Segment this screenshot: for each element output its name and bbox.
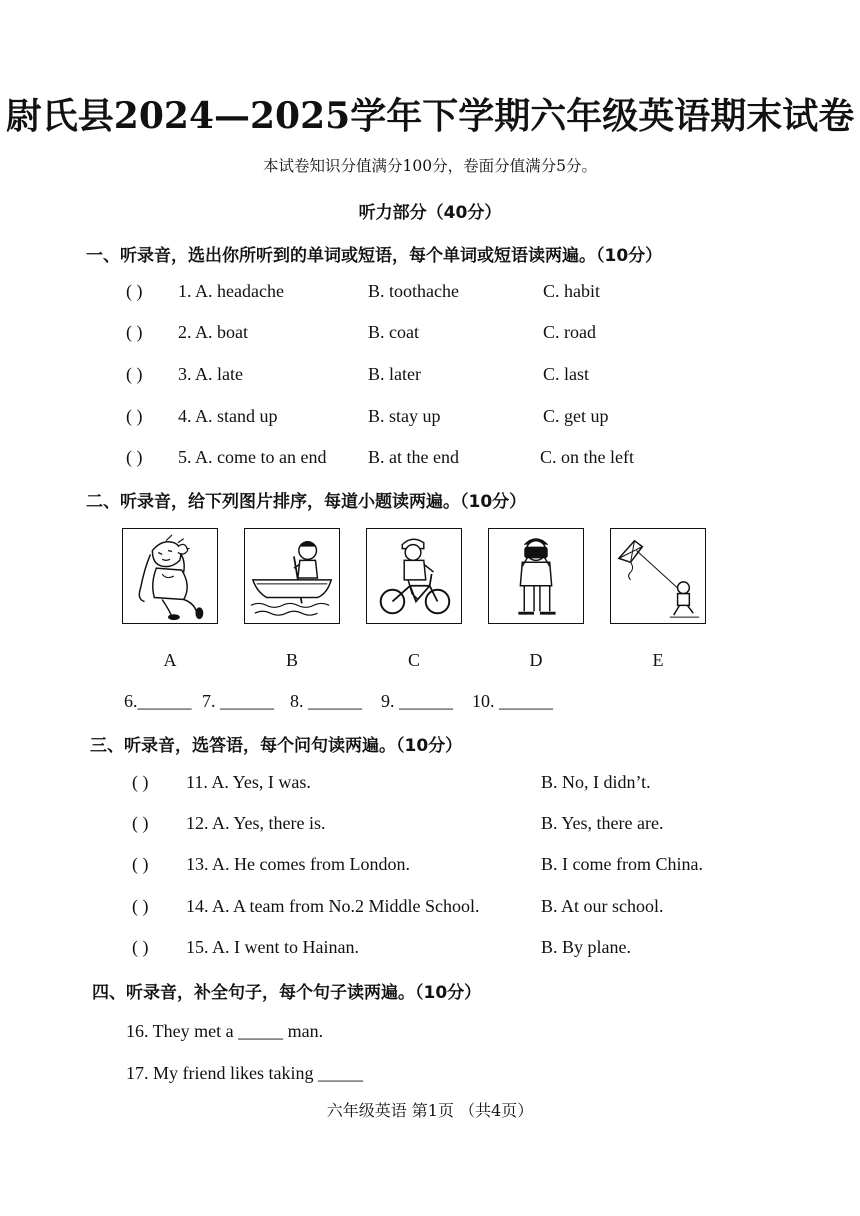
answer-blank-10[interactable]: 10. ______ (472, 691, 553, 711)
picture-label-e: E (652, 650, 664, 670)
section4-heading: 四、听录音，补全句子，每个句子读两遍。（10分） (92, 983, 482, 1003)
option-a: 3. A. late (178, 364, 243, 384)
option-b: B. Yes, there are. (541, 813, 664, 833)
answer-blank[interactable]: ( ) (132, 772, 149, 792)
answer-blank[interactable]: ( ) (126, 447, 143, 467)
option-a: 13. A. He comes from London. (186, 854, 410, 874)
answer-blank[interactable]: ( ) (132, 896, 149, 916)
option-c: C. last (543, 364, 590, 384)
option-b: B. stay up (368, 406, 441, 426)
sentence-16: 16. They met a _____ man. (126, 1021, 324, 1041)
answer-blank[interactable]: ( ) (126, 406, 143, 426)
option-c: C. on the left (540, 447, 634, 467)
option-b: B. At our school. (541, 896, 664, 916)
option-b: B. at the end (368, 447, 459, 467)
option-b: B. toothache (368, 281, 459, 301)
score-note: 本试卷知识分值满分100分，卷面分值满分5分。 (263, 157, 597, 175)
option-b: B. later (368, 364, 421, 384)
section2-heading: 二、听录音，给下列图片排序，每道小题读两遍。（10分） (86, 492, 527, 512)
answer-blank[interactable]: ( ) (126, 281, 143, 301)
boy-taking-photo-icon (488, 528, 584, 624)
answer-blank[interactable]: ( ) (126, 322, 143, 342)
option-b: B. I come from China. (541, 854, 703, 874)
option-a: 2. A. boat (178, 322, 248, 342)
sentence-17: 17. My friend likes taking _____ (126, 1063, 363, 1083)
picture-label-a: A (163, 650, 177, 670)
option-a: 1. A. headache (178, 281, 284, 301)
boy-cycling-icon (366, 528, 462, 624)
option-a: 11. A. Yes, I was. (186, 772, 311, 792)
option-a: 15. A. I went to Hainan. (186, 937, 359, 957)
option-a: 14. A. A team from No.2 Middle School. (186, 896, 480, 916)
picture-label-d: D (529, 650, 543, 670)
answer-blank-6[interactable]: 6.______ (124, 691, 192, 711)
answer-blank-9[interactable]: 9. ______ (381, 691, 453, 711)
picture-label-b: B (285, 650, 298, 670)
option-b: B. coat (368, 322, 419, 342)
answer-blank[interactable]: ( ) (132, 937, 149, 957)
picture-label-c: C (407, 650, 420, 670)
page-title: 尉氏县2024—2025学年下学期六年级英语期末试卷 (5, 95, 855, 137)
boy-flying-kite-icon (610, 528, 706, 624)
answer-blank[interactable]: ( ) (126, 364, 143, 384)
option-c: C. habit (543, 281, 600, 301)
answer-blank[interactable]: ( ) (132, 854, 149, 874)
option-b: B. By plane. (541, 937, 631, 957)
option-a: 12. A. Yes, there is. (186, 813, 326, 833)
girl-headache-icon (122, 528, 218, 624)
answer-blank[interactable]: ( ) (132, 813, 149, 833)
boy-rowing-boat-icon (244, 528, 340, 624)
page-footer: 六年级英语 第1页 （共4页） (326, 1101, 534, 1120)
option-b: B. No, I didn’t. (541, 772, 651, 792)
option-a: 5. A. come to an end (178, 447, 327, 467)
option-a: 4. A. stand up (178, 406, 278, 426)
answer-blank-7[interactable]: 7. ______ (202, 691, 274, 711)
section3-heading: 三、听录音，选答语，每个问句读两遍。（10分） (90, 736, 463, 756)
option-c: C. road (543, 322, 596, 342)
section1-heading: 一、听录音，选出你所听到的单词或短语，每个单词或短语读两遍。（10分） (86, 246, 663, 266)
listening-part-title: 听力部分（40分） (358, 203, 502, 223)
option-c: C. get up (543, 406, 609, 426)
answer-blank-8[interactable]: 8. ______ (290, 691, 362, 711)
